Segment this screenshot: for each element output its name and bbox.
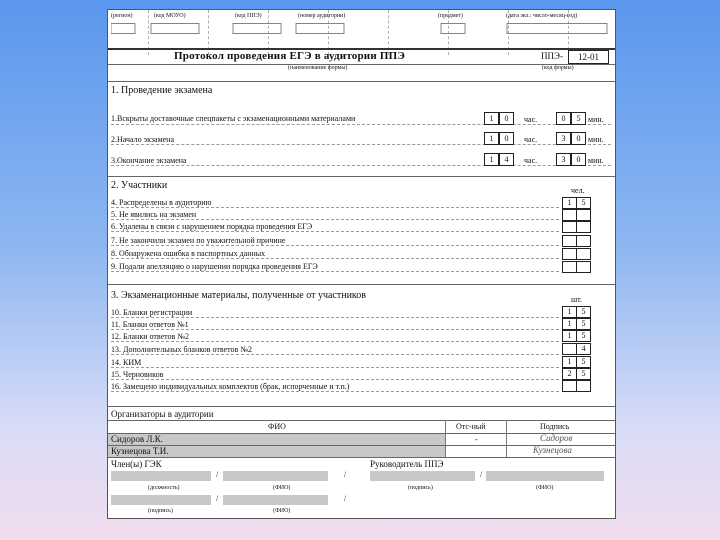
time-digit[interactable]: 1 [484, 112, 499, 125]
gek-sign-caption: (подпись) [148, 508, 173, 514]
head-fio-caption: (ФИО) [536, 485, 554, 491]
row-line [111, 245, 559, 246]
header-field-room: (номер аудитории) [298, 13, 346, 19]
separator-slash: / [344, 494, 347, 503]
section1-title: 1. Проведение экзамена [111, 85, 213, 96]
section-divider [108, 284, 615, 285]
table-rule [108, 420, 615, 421]
count-digit[interactable]: 5 [576, 306, 591, 318]
separator-slash: / [344, 470, 347, 479]
separator-slash: / [216, 494, 219, 503]
count-digit[interactable] [562, 261, 577, 273]
count-digit[interactable]: 1 [562, 356, 577, 368]
count-digit[interactable]: 1 [562, 318, 577, 330]
count-digit[interactable] [562, 343, 577, 355]
table-col-line [506, 420, 507, 457]
section2-title: 2. Участники [111, 180, 168, 191]
count-digit[interactable]: 1 [562, 197, 577, 209]
gek-fio-caption-2: (ФИО) [273, 508, 291, 514]
count-digit[interactable]: 1 [562, 306, 577, 318]
count-digit[interactable] [562, 221, 577, 233]
count-digit[interactable] [576, 261, 591, 273]
organizer-fio[interactable]: Сидоров Л.К. [111, 434, 164, 444]
count-digit[interactable]: 5 [576, 368, 591, 380]
count-digit[interactable]: 1 [562, 330, 577, 342]
section3-row-label: 15. Черновиков [111, 370, 164, 379]
head-sign-field[interactable] [370, 471, 475, 481]
organizer-signature: Кузнецова [533, 445, 572, 455]
count-digit[interactable] [562, 235, 577, 247]
section3-row-label: 10. Бланки регистрации [111, 308, 193, 317]
gek-fio-field[interactable] [223, 471, 328, 481]
header-cells-svg [111, 23, 611, 34]
title-underline [108, 64, 615, 65]
section3-row-label: 16. Замещено индивидуальных комплектов (брак, испорченные и т.п.) [111, 382, 350, 391]
count-digit[interactable]: 5 [576, 330, 591, 342]
gek-label: Член(ы) ГЭК [111, 459, 162, 469]
section-divider [108, 406, 615, 407]
organizer-absent[interactable]: - [475, 435, 478, 444]
minutes-unit: мин. [588, 115, 604, 124]
row-line [111, 379, 559, 380]
organizer-fio[interactable]: Кузнецова Т.И. [111, 446, 169, 456]
count-digit[interactable] [576, 221, 591, 233]
count-digit[interactable] [576, 248, 591, 260]
count-digit[interactable] [562, 209, 577, 221]
row-line [111, 258, 559, 259]
organizers-col-absent: Отс-ный [456, 422, 486, 431]
gek-position-caption: (должность) [148, 485, 180, 491]
form-title: Протокол проведения ЕГЭ в аудитории ППЭ [174, 50, 406, 62]
gek-sign-field[interactable] [111, 495, 211, 505]
section1-row-label: 2.Начало экзамена [111, 135, 175, 144]
row-line [111, 367, 559, 368]
count-digit[interactable]: 5 [576, 197, 591, 209]
section-divider [108, 81, 615, 82]
form-code-label: ППЭ- [541, 51, 563, 61]
time-digit[interactable]: 0 [499, 132, 514, 145]
count-digit[interactable] [562, 380, 577, 392]
section2-row-label: 6. Удалены в связи с нарушением порядка проведения ЕГЭ [111, 222, 313, 231]
section2-row-label: 9. Подали апелляцию о нарушении порядка проведения ЕГЭ [111, 262, 318, 271]
protocol-form-sheet [107, 9, 616, 519]
row-line [111, 329, 559, 330]
row-line [111, 124, 611, 125]
form-code-caption: (код формы) [542, 65, 574, 71]
header-field-region: (регион) [111, 13, 133, 19]
minutes-unit: мин. [588, 156, 604, 165]
organizer-signature: Сидоров [540, 433, 573, 443]
row-line [111, 391, 559, 392]
head-sign-caption: (подпись) [408, 485, 433, 491]
organizers-title: Организаторы в аудитории [111, 409, 214, 419]
time-digit[interactable]: 0 [499, 112, 514, 125]
time-digit[interactable]: 5 [571, 112, 586, 125]
section2-unit: чел. [571, 186, 585, 195]
section2-row-label: 5. Не явились на экзамен [111, 210, 197, 219]
section1-row-label: 1.Вскрыты доставочные спецпакеты с экзаменационными материалами [111, 114, 356, 123]
row-line [111, 165, 611, 166]
row-line [111, 271, 559, 272]
hours-unit: час. [524, 115, 538, 124]
separator-slash: / [480, 470, 483, 479]
minutes-unit: мин. [588, 135, 604, 144]
section3-row-label: 12. Бланки ответов №2 [111, 332, 189, 341]
section3-row-label: 14. КИМ [111, 358, 142, 367]
head-label: Руководитель ППЭ [370, 459, 444, 469]
time-digit[interactable]: 1 [484, 132, 499, 145]
section2-row-label: 7. Не закончили экзамен по уважительной причине [111, 236, 286, 245]
count-digit[interactable]: 4 [576, 343, 591, 355]
section3-row-label: 13. Дополнительных бланков ответов №2 [111, 345, 252, 354]
header-field-date: (дата экз.: число-месяц-год) [506, 13, 578, 19]
count-digit[interactable] [576, 209, 591, 221]
gek-fio-field-2[interactable] [223, 495, 328, 505]
time-digit[interactable]: 4 [499, 153, 514, 166]
time-digit[interactable]: 3 [556, 153, 571, 166]
section2-row-label: 8. Обнаружена ошибка в паспортных данных [111, 249, 266, 258]
count-digit[interactable]: 5 [576, 356, 591, 368]
row-line [111, 219, 559, 220]
form-code-value: 12-01 [568, 50, 609, 64]
hours-unit: час. [524, 135, 538, 144]
head-fio-field[interactable] [486, 471, 604, 481]
header-field-ppe: (код ППЭ) [235, 13, 262, 19]
organizers-col-sign: Подпись [540, 422, 570, 431]
count-digit[interactable]: 5 [576, 318, 591, 330]
separator-slash: / [216, 470, 219, 479]
section1-row-label: 3.Окончание экзамена [111, 156, 187, 165]
row-line [111, 231, 559, 232]
form-title-caption: (наименование формы) [288, 65, 348, 71]
row-line [111, 144, 611, 145]
count-digit[interactable] [562, 248, 577, 260]
count-digit[interactable] [576, 380, 591, 392]
time-digit[interactable]: 1 [484, 153, 499, 166]
table-col-line [445, 420, 446, 457]
time-digit[interactable]: 3 [556, 132, 571, 145]
row-line [111, 317, 559, 318]
section3-title: 3. Экзаменационные материалы, полученные от участников [111, 290, 366, 301]
time-digit[interactable]: 0 [556, 112, 571, 125]
organizers-col-fio: ФИО [268, 422, 286, 431]
table-rule [108, 457, 615, 458]
row-line [111, 207, 559, 208]
row-line [111, 354, 559, 355]
section2-row-label: 4. Распределены в аудиторию [111, 198, 212, 207]
section3-row-label: 11. Бланки ответов №1 [111, 320, 189, 329]
header-field-subject: (предмет) [438, 13, 463, 19]
count-digit[interactable]: 2 [562, 368, 577, 380]
gek-position-field[interactable] [111, 471, 211, 481]
hours-unit: час. [524, 156, 538, 165]
section-divider [108, 176, 615, 177]
header-field-mouo: (код МОУО) [154, 13, 186, 19]
row-line [111, 341, 559, 342]
count-digit[interactable] [576, 235, 591, 247]
title-rule [108, 48, 615, 50]
time-digit[interactable]: 0 [571, 132, 586, 145]
gek-fio-caption: (ФИО) [273, 485, 291, 491]
section3-unit: шт. [571, 295, 583, 304]
header-input-cells[interactable] [111, 21, 611, 32]
time-digit[interactable]: 0 [571, 153, 586, 166]
